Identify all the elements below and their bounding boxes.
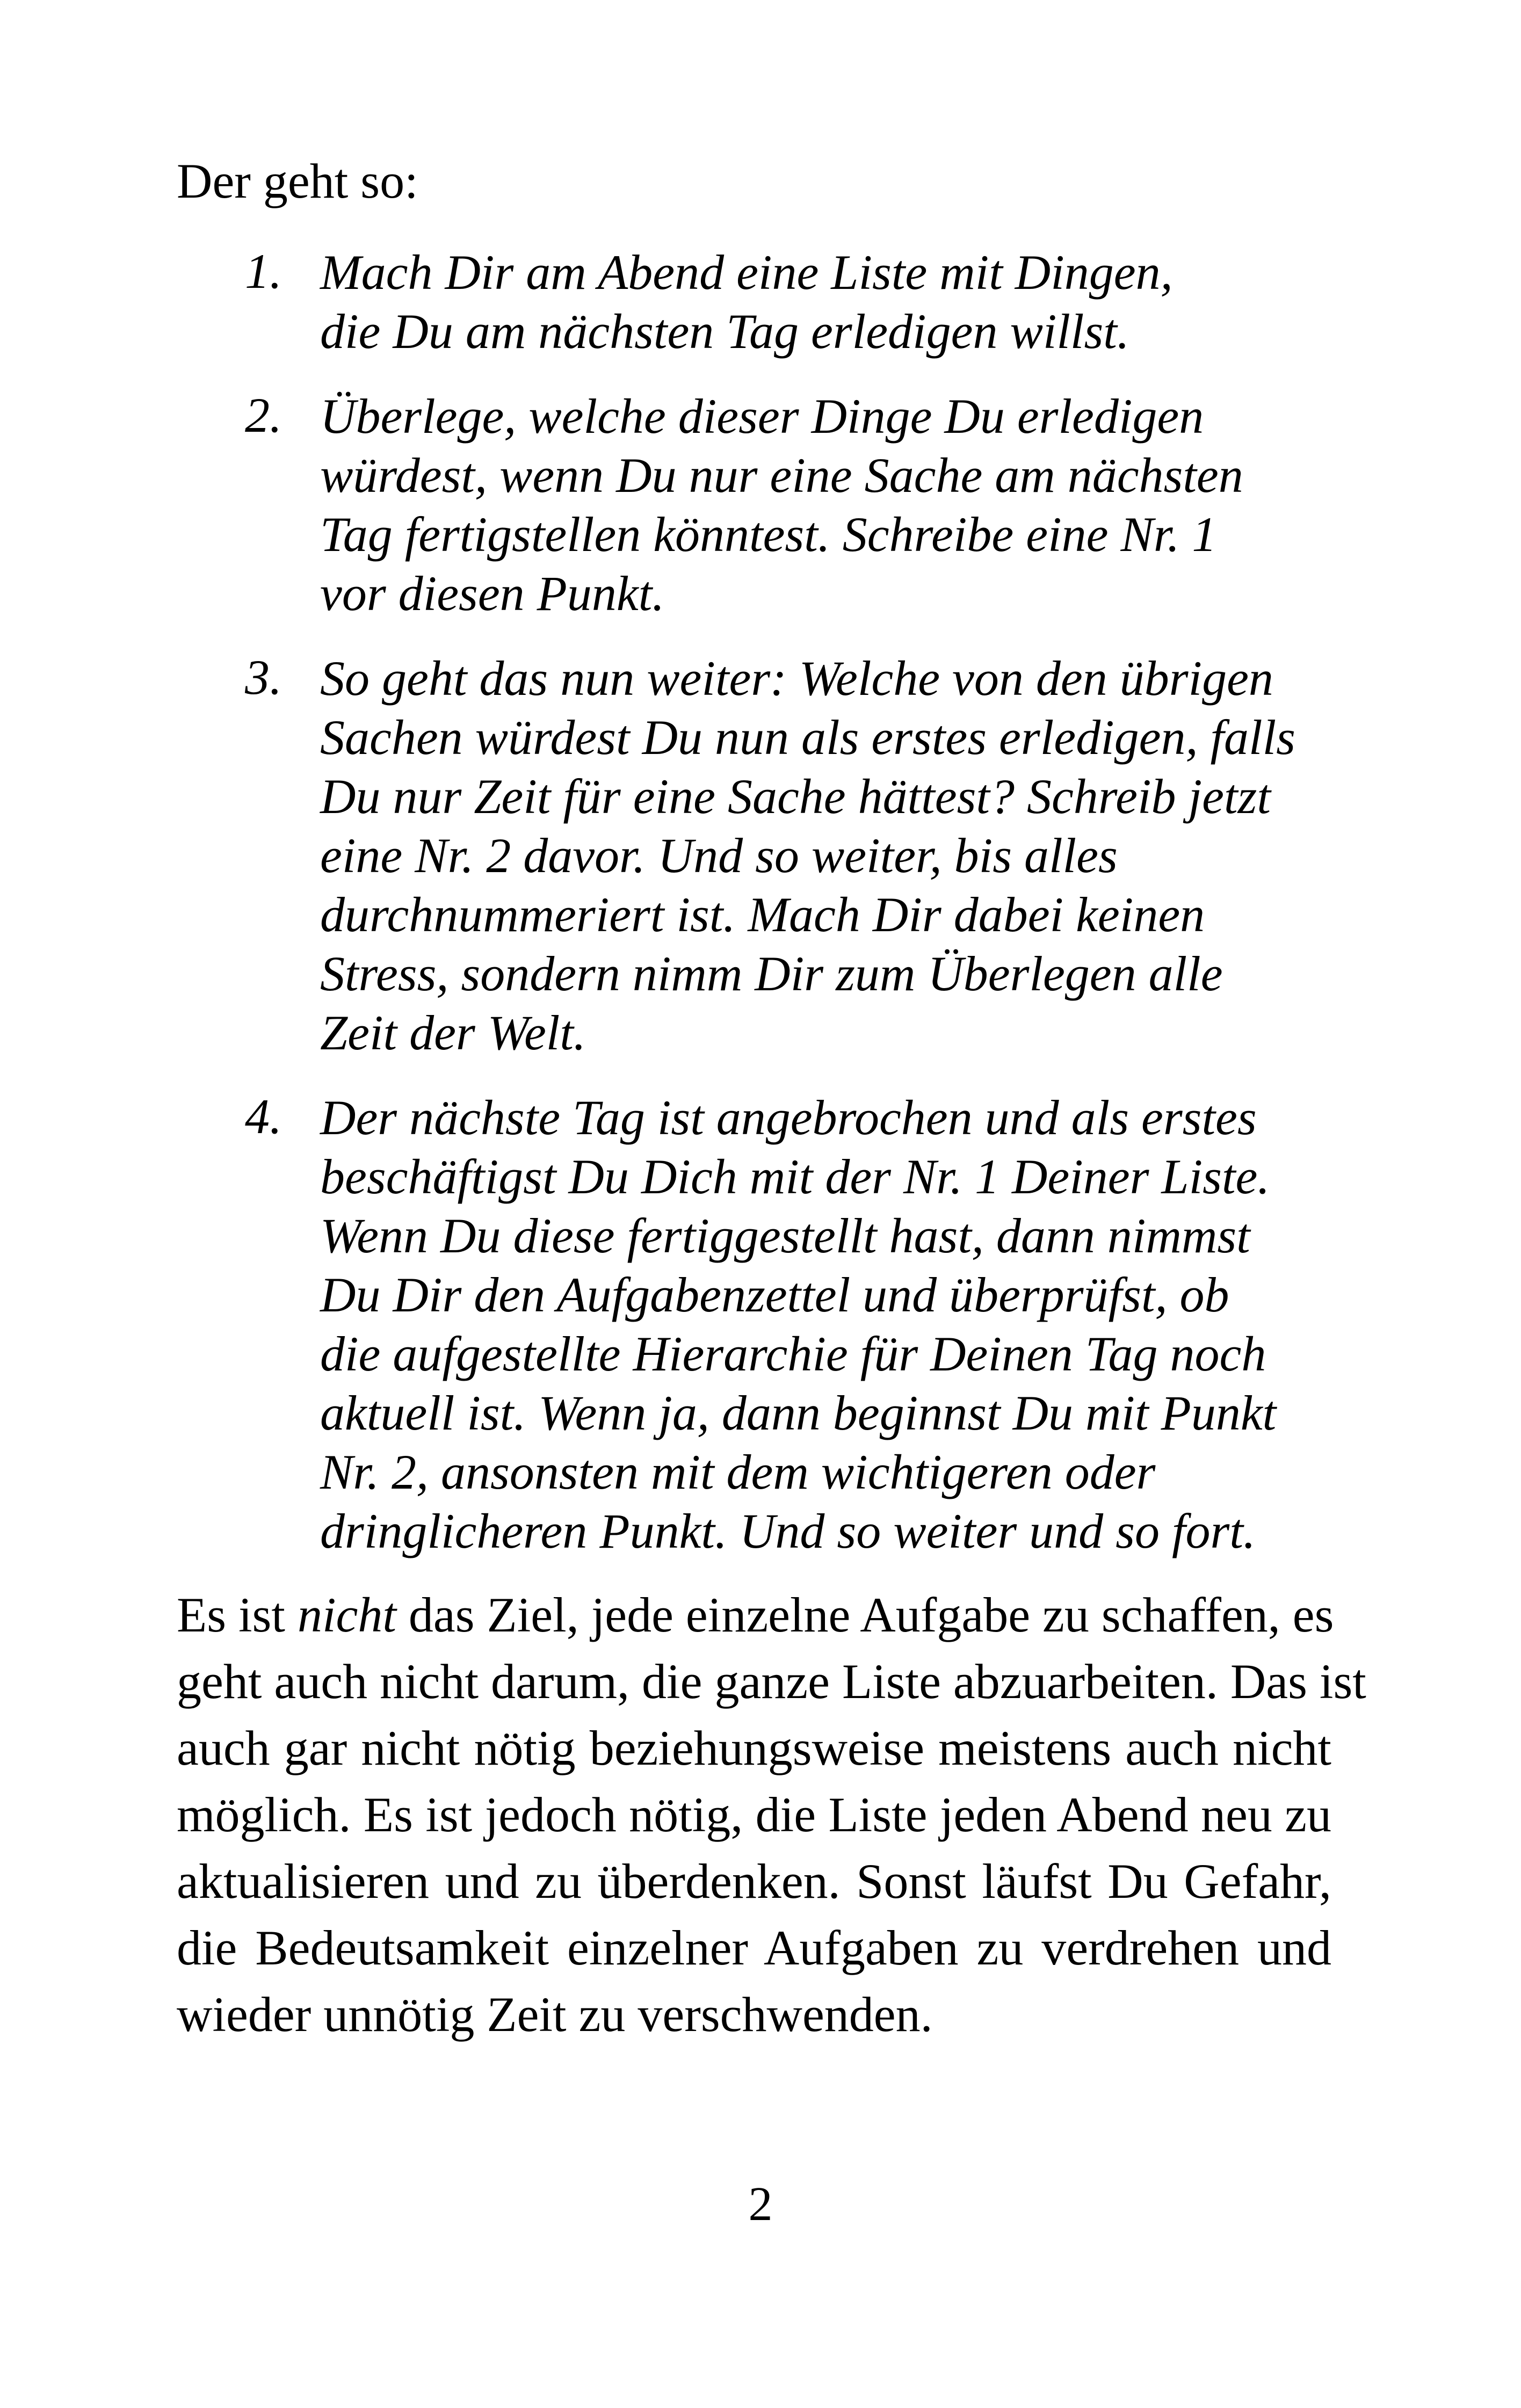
paragraph-line: aktualisieren und zu überdenken. Sonst läufst Du Gefahr, xyxy=(177,1854,1331,1909)
intro-line: Der geht so: xyxy=(177,154,418,208)
step-line: Nr. 2, ansonsten mit dem wichtigeren oder xyxy=(320,1445,1156,1499)
step-line: würdest, wenn Du nur eine Sache am nächsten xyxy=(320,448,1243,503)
step-number: 2. xyxy=(245,388,282,443)
step-item-2 xyxy=(245,387,1373,623)
step-line: Mach Dir am Abend eine Liste mit Dingen, xyxy=(320,245,1173,300)
step-number: 3. xyxy=(245,650,282,705)
step-line: durchnummeriert ist. Mach Dir dabei keinen xyxy=(320,887,1205,942)
step-line: eine Nr. 2 davor. Und so weiter, bis alles xyxy=(320,828,1118,883)
paragraph-line: wieder unnötig Zeit zu verschwenden. xyxy=(177,1987,933,2042)
step-line: die aufgestellte Hierarchie für Deinen Tag noch xyxy=(320,1326,1266,1381)
step-line: Du Dir den Aufgabenzettel und überprüfst, ob xyxy=(320,1267,1229,1322)
step-line: Wenn Du diese fertiggestellt hast, dann nimmst xyxy=(320,1208,1250,1263)
step-number: 1. xyxy=(245,244,282,299)
step-line: vor diesen Punkt. xyxy=(320,566,665,621)
step-line: die Du am nächsten Tag erledigen willst. xyxy=(320,304,1129,359)
step-item-3 xyxy=(245,649,1373,1062)
step-line: aktuell ist. Wenn ja, dann beginnst Du mit Punkt xyxy=(320,1386,1277,1440)
body-paragraph xyxy=(177,1582,1366,2048)
paragraph-line: geht auch nicht darum, die ganze Liste abzuarbeiten. Das ist xyxy=(177,1654,1366,1709)
step-line: beschäftigst Du Dich mit der Nr. 1 Deiner Liste. xyxy=(320,1149,1270,1204)
step-line: Überlege, welche dieser Dinge Du erledigen xyxy=(320,389,1204,444)
step-line: Tag fertigstellen könntest. Schreibe eine Nr. 1 xyxy=(320,507,1217,562)
step-line: Stress, sondern nimm Dir zum Überlegen alle xyxy=(320,946,1223,1001)
step-item-1 xyxy=(245,243,1373,361)
numbered-steps-list xyxy=(245,243,1373,1561)
step-line: dringlicheren Punkt. Und so weiter und so fort. xyxy=(320,1504,1256,1558)
step-line: Du nur Zeit für eine Sache hättest? Schreib jetzt xyxy=(320,769,1271,824)
step-line: Zeit der Welt. xyxy=(320,1005,586,1060)
paragraph-line: auch gar nicht nötig beziehungsweise meistens auch nicht xyxy=(177,1721,1331,1775)
step-line: Sachen würdest Du nun als erstes erledigen, falls xyxy=(320,710,1295,765)
step-item-4 xyxy=(245,1088,1373,1561)
paragraph-line xyxy=(177,1582,1334,1648)
emphasis-word: nicht xyxy=(297,1587,396,1642)
paragraph-line: die Bedeutsamkeit einzelner Aufgaben zu verdrehen und xyxy=(177,1920,1331,1975)
page-number: 2 xyxy=(748,2178,773,2231)
step-line: Der nächste Tag ist angebrochen und als erstes xyxy=(320,1090,1257,1145)
paragraph-text: das Ziel, jede einzelne Aufgabe zu schaffen, es xyxy=(396,1587,1334,1642)
paragraph-line: möglich. Es ist jedoch nötig, die Liste jeden Abend neu zu xyxy=(177,1787,1331,1842)
paragraph-text: Es ist xyxy=(177,1587,298,1642)
step-number: 4. xyxy=(245,1089,282,1144)
step-line: So geht das nun weiter: Welche von den übrigen xyxy=(320,651,1273,706)
